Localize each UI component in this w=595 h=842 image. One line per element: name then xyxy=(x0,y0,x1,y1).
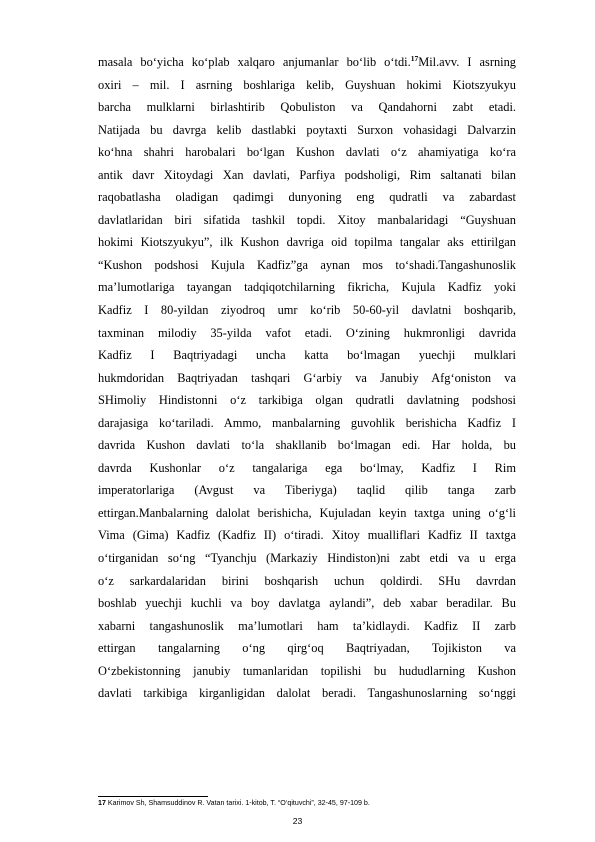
body-line: davrda Kushonlar o‘z tangalariga ega bo‘lmay, Kadfiz I Rim xyxy=(98,460,516,475)
body-line: xabarni tangashunoslik ma’lumotlari ham ta’kidlaydi. Kadfiz II zarb xyxy=(98,618,516,633)
body-line: davlatlaridan biri sifatida tashkil topdi. Xitoy manbalaridagi “Guyshuan xyxy=(98,212,516,227)
body-line: o‘tirganidan so‘ng “Tyanchju (Markaziy Hindiston)ni zabt etdi va u erga xyxy=(98,551,516,566)
body-line: Vima (Gima) Kadfiz (Kadfiz II) o‘tiradi. Xitoy mualliflari Kadfiz II taxtga xyxy=(98,528,516,543)
body-line: darajasiga ko‘tariladi. Ammo, manbalarning guvohlik berishicha Kadfiz I xyxy=(98,415,516,430)
body-line: imperatorlariga (Avgust va Tiberiyga) taqlid qilib tanga zarb xyxy=(98,483,516,498)
body-line: taxminan milodiy 35-yilda vafot etadi. O‘zining hukmronligi davrida xyxy=(98,325,516,340)
body-line-1: masala bo‘yicha ko‘plab xalqaro anjumanlar bo‘lib o‘tdi.$^{17}$Mil.avv. I asrning xyxy=(98,53,516,69)
body-line: Natijada bu davrga kelib dastlabki poytaxti Surxon vohasidagi Dalvarzin xyxy=(98,122,516,137)
body-text xyxy=(98,51,516,705)
body-line: ettirgan.Manbalarning dalolat berishicha, Kujuladan keyin taxtga uning o‘g‘li xyxy=(98,505,516,520)
page-number: 23 xyxy=(292,816,303,826)
body-line: Kadfiz I 80-yildan ziyodroq umr ko‘rib 50-60-yil davlatni boshqarib, xyxy=(98,303,516,318)
body-line: ma’lumotlariga tayangan tadqiqotchilarning fikricha, Kujula Kadfiz yoki xyxy=(98,280,516,295)
body-line: raqobatlasha oladigan qadimgi dunyoning eng qudratli va zabardast xyxy=(98,190,516,205)
body-line: O‘zbekistonning janubiy tumanlaridan topilishi bu hududlarning Kushon xyxy=(98,663,516,678)
footnote-ref[interactable]: 17 xyxy=(410,53,419,63)
footnote-text: Karimov Sh, Shamsuddinov R. Vatan tarixi. 1-kitob, T. “O‘qituvchi”, 32-45, 97-109 b. xyxy=(105,799,370,807)
body-line: antik davr Xitoydagi Xan davlati, Parfiya podsholigi, Rim saltanati bilan xyxy=(98,167,516,182)
body-line: hokimi Kiotszyukyu”, ilk Kushon davriga oid topilma tangalar aks ettirilgan xyxy=(98,235,516,250)
body-line: ettirgan tangalarning o‘ng qirg‘oq Baqtriyadan, Tojikiston va xyxy=(98,641,516,656)
body-line: ko‘hna shahri harobalari bo‘lgan Kushon davlati o‘z ahamiyatiga ko‘ra xyxy=(98,145,516,160)
body-line: boshlab yuechji kuchli va boy davlatga aylandi”, deb xabar beradilar. Bu xyxy=(98,596,516,611)
footnote-divider xyxy=(98,796,208,797)
footnote xyxy=(98,799,518,807)
body-line: Kadfiz I Baqtriyadagi uncha katta bo‘lmagan yuechji mulklari xyxy=(98,348,516,363)
body-line: barcha mulklarni birlashtirib Qobuliston va Qandahorni zabt etadi. xyxy=(98,100,516,115)
body-line: davlati tarkibiga kirganligidan dalolat beradi. Tangashunoslarning so‘nggi xyxy=(98,686,516,701)
body-line: hukmdoridan Baqtriyadan tashqari G‘arbiy va Janubiy Afg‘oniston va xyxy=(98,370,516,385)
body-line: “Kushon podshosi Kujula Kadfiz”ga aynan mos to‘shadi.Tangashunoslik xyxy=(98,257,516,272)
body-line: davrida Kushon davlati to‘la shakllanib bo‘lmagan edi. Har holda, bu xyxy=(98,438,516,453)
body-line: o‘z sarkardalaridan birini boshqarish uchun qoldirdi. SHu davrdan xyxy=(98,573,516,588)
footnote-number: 17 xyxy=(98,799,106,807)
body-line: SHimoliy Hindistonni o‘z tarkibiga olgan qudratli davlatning podshosi xyxy=(98,393,516,408)
body-line: oxiri – mil. I asrning boshlariga kelib, Guyshuan hokimi Kiotszyukyu xyxy=(98,77,516,92)
